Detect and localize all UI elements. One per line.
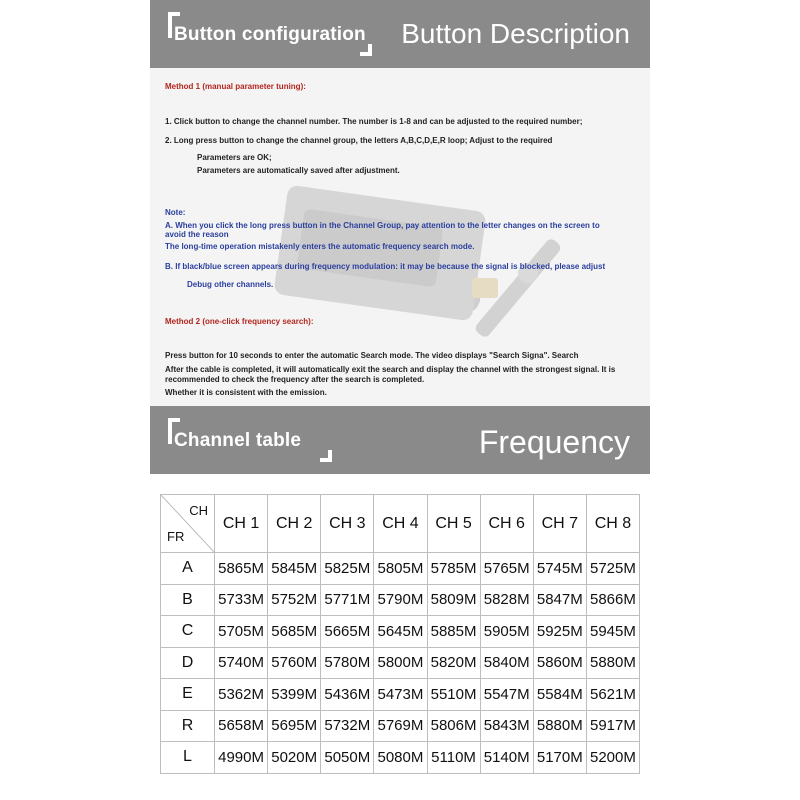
bracket-bottom-right-decoration: [320, 450, 332, 462]
table-cell: 5866M: [586, 584, 639, 616]
table-cell: 5780M: [321, 647, 374, 679]
method2-line4: Whether it is consistent with the emission.: [165, 388, 327, 397]
header-ch2: CH 2: [268, 495, 321, 553]
table-row: [161, 742, 640, 774]
row-label: D: [161, 647, 215, 679]
table-cell: 5745M: [533, 553, 586, 585]
table-cell: 5860M: [533, 647, 586, 679]
table-cell: 5695M: [268, 710, 321, 742]
note-heading: Note:: [165, 208, 186, 217]
table-cell: 5732M: [321, 710, 374, 742]
table-cell: 4990M: [215, 742, 268, 774]
frequency-table: [160, 494, 640, 774]
method2-line1: Press button for 10 seconds to enter the automatic Search mode. The video displays "Search Signa". Search: [165, 351, 579, 360]
note-b-line2: Debug other channels.: [187, 280, 274, 289]
table-cell: 5880M: [533, 710, 586, 742]
table-cell: 5740M: [215, 647, 268, 679]
params-ok-text: Parameters are OK;: [197, 153, 272, 162]
table-cell: 5362M: [215, 679, 268, 711]
header-ch1: CH 1: [215, 495, 268, 553]
row-label: C: [161, 616, 215, 648]
note-a-line1: A. When you click the long press button in the Channel Group, pay attention to the letter changes on the screen to: [165, 221, 600, 230]
corner-fr-label: FR: [167, 529, 185, 544]
table-cell: 5110M: [427, 742, 480, 774]
table-cell: 5828M: [480, 584, 533, 616]
header-ch8: CH 8: [586, 495, 639, 553]
channel-table-banner: [150, 406, 650, 474]
table-cell: 5885M: [427, 616, 480, 648]
table-cell: 5547M: [480, 679, 533, 711]
table-cell: 5473M: [374, 679, 427, 711]
method2-line3: recommended to check the frequency after the search is completed.: [165, 375, 425, 384]
row-label: R: [161, 710, 215, 742]
table-cell: 5705M: [215, 616, 268, 648]
table-cell: 5843M: [480, 710, 533, 742]
table-cell: 5725M: [586, 553, 639, 585]
table-cell: 5752M: [268, 584, 321, 616]
table-cell: 5510M: [427, 679, 480, 711]
header-ch7: CH 7: [533, 495, 586, 553]
header-ch6: CH 6: [480, 495, 533, 553]
table-cell: 5820M: [427, 647, 480, 679]
table-row: [161, 584, 640, 616]
table-cell: 5847M: [533, 584, 586, 616]
button-configuration-title: Button configuration: [174, 24, 366, 45]
table-cell: 5785M: [427, 553, 480, 585]
table-cell: 5733M: [215, 584, 268, 616]
step1-text: 1. Click button to change the channel number. The number is 1-8 and can be adjusted to the required number;: [165, 117, 583, 126]
table-cell: 5805M: [374, 553, 427, 585]
table-cell: 5945M: [586, 616, 639, 648]
table-cell: 5905M: [480, 616, 533, 648]
table-cell: 5771M: [321, 584, 374, 616]
table-cell: 5658M: [215, 710, 268, 742]
header-ch5: CH 5: [427, 495, 480, 553]
table-cell: 5790M: [374, 584, 427, 616]
method2-line2: After the cable is completed, it will automatically exit the search and display the channel with the strongest signal. It is: [165, 365, 616, 374]
table-row: [161, 647, 640, 679]
note-a-line2: avoid the reason: [165, 230, 229, 239]
row-label: B: [161, 584, 215, 616]
method1-heading: Method 1 (manual parameter tuning):: [165, 82, 306, 91]
table-cell: 5917M: [586, 710, 639, 742]
table-cell: 5399M: [268, 679, 321, 711]
table-cell: 5865M: [215, 553, 268, 585]
row-label: L: [161, 742, 215, 774]
table-cell: 5140M: [480, 742, 533, 774]
table-cell: 5800M: [374, 647, 427, 679]
table-cell: 5765M: [480, 553, 533, 585]
table-cell: 5925M: [533, 616, 586, 648]
table-cell: 5436M: [321, 679, 374, 711]
row-label: E: [161, 679, 215, 711]
table-cell: 5020M: [268, 742, 321, 774]
table-cell: 5621M: [586, 679, 639, 711]
channel-table-title: Channel table: [174, 430, 302, 451]
table-cell: 5645M: [374, 616, 427, 648]
table-cell: 5809M: [427, 584, 480, 616]
table-row: [161, 679, 640, 711]
table-cell: 5685M: [268, 616, 321, 648]
params-saved-text: Parameters are automatically saved after adjustment.: [197, 166, 400, 175]
header-ch3: CH 3: [321, 495, 374, 553]
table-cell: 5080M: [374, 742, 427, 774]
frequency-title: Frequency: [478, 424, 630, 460]
method2-heading: Method 2 (one-click frequency search):: [165, 317, 314, 326]
table-row: [161, 553, 640, 585]
row-label: A: [161, 553, 215, 585]
corner-header-cell: [161, 495, 215, 553]
table-row: [161, 710, 640, 742]
table-cell: 5806M: [427, 710, 480, 742]
note-b-line1: B. If black/blue screen appears during frequency modulation: it may be because the signal is blocked, please adjust: [165, 262, 606, 271]
step2-text: 2. Long press button to change the channel group, the letters A,B,C,D,E,R loop; Adjust to the required: [165, 136, 553, 145]
table-header-row: [161, 495, 640, 553]
table-cell: 5840M: [480, 647, 533, 679]
note-a-line3: The long-time operation mistakenly enters the automatic frequency search mode.: [165, 242, 475, 251]
table-cell: 5200M: [586, 742, 639, 774]
table-cell: 5584M: [533, 679, 586, 711]
corner-ch-label: CH: [189, 503, 208, 518]
table-cell: 5665M: [321, 616, 374, 648]
table-cell: 5760M: [268, 647, 321, 679]
table-cell: 5050M: [321, 742, 374, 774]
table-cell: 5880M: [586, 647, 639, 679]
table-cell: 5845M: [268, 553, 321, 585]
table-row: [161, 616, 640, 648]
button-description-title: Button Description: [401, 18, 630, 49]
table-cell: 5769M: [374, 710, 427, 742]
header-ch4: CH 4: [374, 495, 427, 553]
table-cell: 5170M: [533, 742, 586, 774]
table-cell: 5825M: [321, 553, 374, 585]
